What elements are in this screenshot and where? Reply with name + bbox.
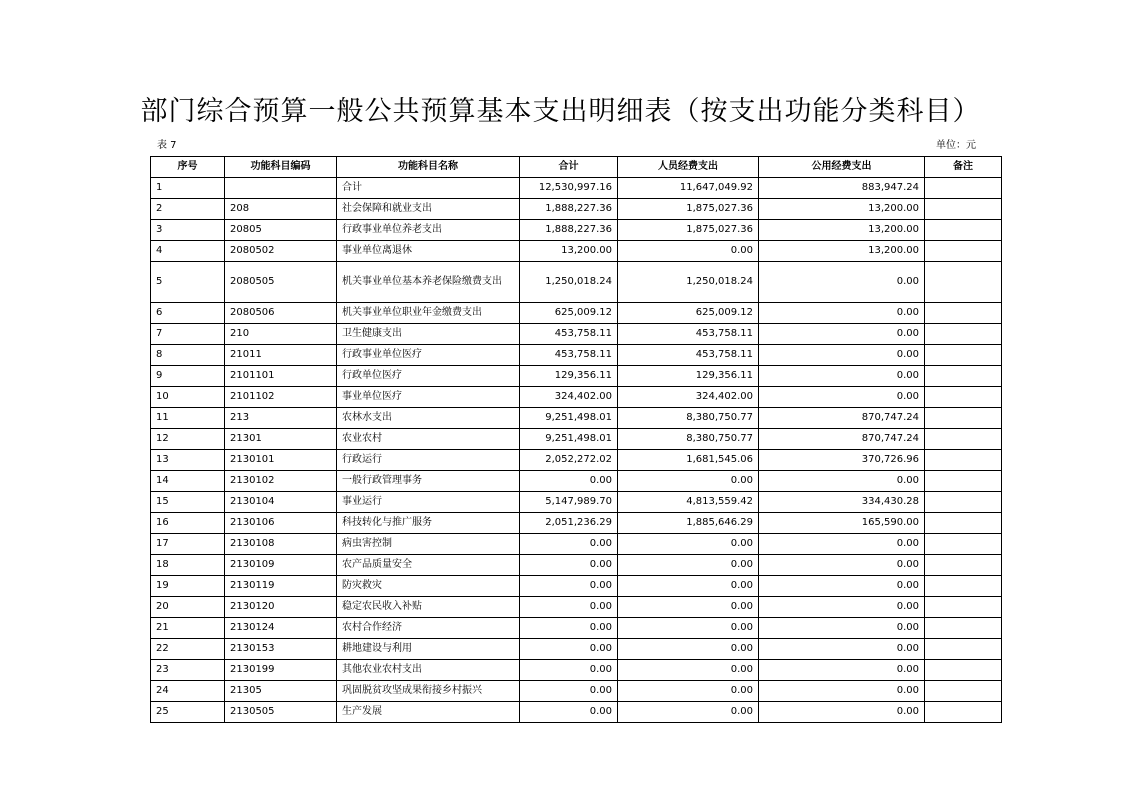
row-remark bbox=[925, 324, 1002, 345]
row-personnel: 453,758.11 bbox=[618, 345, 759, 366]
table-row bbox=[151, 199, 1002, 220]
table-row bbox=[151, 576, 1002, 597]
row-name: 生产发展 bbox=[337, 702, 520, 723]
row-total: 0.00 bbox=[520, 534, 618, 555]
row-name: 稳定农民收入补贴 bbox=[337, 597, 520, 618]
row-name: 事业运行 bbox=[337, 492, 520, 513]
row-personnel: 1,681,545.06 bbox=[618, 450, 759, 471]
header-seq: 序号 bbox=[151, 157, 225, 178]
table-row bbox=[151, 387, 1002, 408]
row-code: 21011 bbox=[225, 345, 337, 366]
row-public: 13,200.00 bbox=[759, 199, 925, 220]
row-public: 0.00 bbox=[759, 681, 925, 702]
row-total: 12,530,997.16 bbox=[520, 178, 618, 199]
row-personnel: 0.00 bbox=[618, 576, 759, 597]
row-remark bbox=[925, 262, 1002, 303]
row-seq: 21 bbox=[151, 618, 225, 639]
row-seq: 16 bbox=[151, 513, 225, 534]
row-remark bbox=[925, 241, 1002, 262]
table-row bbox=[151, 408, 1002, 429]
row-total: 2,051,236.29 bbox=[520, 513, 618, 534]
table-row bbox=[151, 534, 1002, 555]
row-name: 防灾救灾 bbox=[337, 576, 520, 597]
row-code: 2130199 bbox=[225, 660, 337, 681]
row-seq: 8 bbox=[151, 345, 225, 366]
row-total: 0.00 bbox=[520, 681, 618, 702]
row-seq: 14 bbox=[151, 471, 225, 492]
row-name: 行政事业单位医疗 bbox=[337, 345, 520, 366]
row-public: 0.00 bbox=[759, 303, 925, 324]
row-public: 0.00 bbox=[759, 702, 925, 723]
header-row bbox=[151, 157, 1002, 178]
row-code: 2130120 bbox=[225, 597, 337, 618]
row-public: 13,200.00 bbox=[759, 220, 925, 241]
row-name: 卫生健康支出 bbox=[337, 324, 520, 345]
row-total: 1,888,227.36 bbox=[520, 199, 618, 220]
row-personnel: 453,758.11 bbox=[618, 324, 759, 345]
row-remark bbox=[925, 660, 1002, 681]
row-code: 21301 bbox=[225, 429, 337, 450]
budget-table bbox=[150, 156, 1002, 723]
row-total: 1,250,018.24 bbox=[520, 262, 618, 303]
row-total: 0.00 bbox=[520, 471, 618, 492]
header-name: 功能科目名称 bbox=[337, 157, 520, 178]
row-personnel: 0.00 bbox=[618, 597, 759, 618]
row-code: 2130108 bbox=[225, 534, 337, 555]
row-personnel: 129,356.11 bbox=[618, 366, 759, 387]
row-personnel: 0.00 bbox=[618, 555, 759, 576]
row-remark bbox=[925, 618, 1002, 639]
row-personnel: 0.00 bbox=[618, 241, 759, 262]
row-name: 机关事业单位职业年金缴费支出 bbox=[337, 303, 520, 324]
row-seq: 15 bbox=[151, 492, 225, 513]
row-name: 耕地建设与利用 bbox=[337, 639, 520, 660]
row-remark bbox=[925, 345, 1002, 366]
row-seq: 22 bbox=[151, 639, 225, 660]
row-total: 0.00 bbox=[520, 555, 618, 576]
row-total: 0.00 bbox=[520, 576, 618, 597]
row-seq: 12 bbox=[151, 429, 225, 450]
header-remark: 备注 bbox=[925, 157, 1002, 178]
row-total: 5,147,989.70 bbox=[520, 492, 618, 513]
row-personnel: 11,647,049.92 bbox=[618, 178, 759, 199]
row-remark bbox=[925, 513, 1002, 534]
table-number: 表 7 bbox=[157, 140, 177, 151]
row-seq: 19 bbox=[151, 576, 225, 597]
row-remark bbox=[925, 366, 1002, 387]
row-personnel: 625,009.12 bbox=[618, 303, 759, 324]
row-name: 事业单位离退休 bbox=[337, 241, 520, 262]
row-total: 453,758.11 bbox=[520, 324, 618, 345]
row-remark bbox=[925, 555, 1002, 576]
row-code: 213 bbox=[225, 408, 337, 429]
row-public: 334,430.28 bbox=[759, 492, 925, 513]
row-public: 0.00 bbox=[759, 345, 925, 366]
table-row bbox=[151, 220, 1002, 241]
row-code: 210 bbox=[225, 324, 337, 345]
row-personnel: 1,875,027.36 bbox=[618, 220, 759, 241]
unit-label: 单位：元 bbox=[936, 140, 976, 151]
row-name: 合计 bbox=[337, 178, 520, 199]
row-personnel: 0.00 bbox=[618, 639, 759, 660]
row-seq: 10 bbox=[151, 387, 225, 408]
row-public: 0.00 bbox=[759, 597, 925, 618]
table-row bbox=[151, 681, 1002, 702]
row-name: 农村合作经济 bbox=[337, 618, 520, 639]
row-code: 2101102 bbox=[225, 387, 337, 408]
header-code: 功能科目编码 bbox=[225, 157, 337, 178]
row-public: 0.00 bbox=[759, 576, 925, 597]
table-row bbox=[151, 618, 1002, 639]
row-code: 2130109 bbox=[225, 555, 337, 576]
row-personnel: 0.00 bbox=[618, 660, 759, 681]
row-remark bbox=[925, 681, 1002, 702]
row-code: 2130106 bbox=[225, 513, 337, 534]
row-public: 0.00 bbox=[759, 471, 925, 492]
row-personnel: 0.00 bbox=[618, 702, 759, 723]
row-name: 其他农业农村支出 bbox=[337, 660, 520, 681]
row-remark bbox=[925, 408, 1002, 429]
row-seq: 5 bbox=[151, 262, 225, 303]
header-total: 合计 bbox=[520, 157, 618, 178]
table-row bbox=[151, 492, 1002, 513]
row-name: 一般行政管理事务 bbox=[337, 471, 520, 492]
row-name: 行政事业单位养老支出 bbox=[337, 220, 520, 241]
row-name: 机关事业单位基本养老保险缴费支出 bbox=[337, 262, 520, 303]
row-total: 129,356.11 bbox=[520, 366, 618, 387]
row-total: 0.00 bbox=[520, 702, 618, 723]
row-seq: 18 bbox=[151, 555, 225, 576]
row-public: 13,200.00 bbox=[759, 241, 925, 262]
row-seq: 24 bbox=[151, 681, 225, 702]
row-remark bbox=[925, 534, 1002, 555]
row-code: 21305 bbox=[225, 681, 337, 702]
row-public: 870,747.24 bbox=[759, 408, 925, 429]
row-public: 0.00 bbox=[759, 262, 925, 303]
table-row bbox=[151, 660, 1002, 681]
row-total: 324,402.00 bbox=[520, 387, 618, 408]
table-row bbox=[151, 366, 1002, 387]
row-seq: 3 bbox=[151, 220, 225, 241]
row-total: 0.00 bbox=[520, 639, 618, 660]
row-code: 2130505 bbox=[225, 702, 337, 723]
row-public: 0.00 bbox=[759, 366, 925, 387]
row-name: 巩固脱贫攻坚成果衔接乡村振兴 bbox=[337, 681, 520, 702]
row-remark bbox=[925, 387, 1002, 408]
row-remark bbox=[925, 199, 1002, 220]
row-personnel: 324,402.00 bbox=[618, 387, 759, 408]
row-seq: 13 bbox=[151, 450, 225, 471]
row-remark bbox=[925, 492, 1002, 513]
row-total: 0.00 bbox=[520, 618, 618, 639]
row-seq: 11 bbox=[151, 408, 225, 429]
row-personnel: 8,380,750.77 bbox=[618, 429, 759, 450]
row-public: 0.00 bbox=[759, 555, 925, 576]
row-total: 1,888,227.36 bbox=[520, 220, 618, 241]
row-seq: 17 bbox=[151, 534, 225, 555]
table-row bbox=[151, 555, 1002, 576]
row-total: 2,052,272.02 bbox=[520, 450, 618, 471]
row-remark bbox=[925, 576, 1002, 597]
row-name: 科技转化与推广服务 bbox=[337, 513, 520, 534]
row-code: 2080505 bbox=[225, 262, 337, 303]
row-code: 2080502 bbox=[225, 241, 337, 262]
row-code: 208 bbox=[225, 199, 337, 220]
row-code: 2130102 bbox=[225, 471, 337, 492]
row-name: 行政单位医疗 bbox=[337, 366, 520, 387]
table-row bbox=[151, 178, 1002, 199]
row-code: 20805 bbox=[225, 220, 337, 241]
page-title: 部门综合预算一般公共预算基本支出明细表（按支出功能分类科目） bbox=[140, 96, 981, 127]
row-remark bbox=[925, 429, 1002, 450]
table-row bbox=[151, 639, 1002, 660]
row-seq: 25 bbox=[151, 702, 225, 723]
row-name: 行政运行 bbox=[337, 450, 520, 471]
row-personnel: 0.00 bbox=[618, 681, 759, 702]
row-public: 165,590.00 bbox=[759, 513, 925, 534]
row-personnel: 4,813,559.42 bbox=[618, 492, 759, 513]
row-remark bbox=[925, 450, 1002, 471]
row-total: 453,758.11 bbox=[520, 345, 618, 366]
row-total: 0.00 bbox=[520, 660, 618, 681]
row-seq: 1 bbox=[151, 178, 225, 199]
row-remark bbox=[925, 597, 1002, 618]
row-remark bbox=[925, 471, 1002, 492]
table-row bbox=[151, 241, 1002, 262]
table-row bbox=[151, 702, 1002, 723]
table-row bbox=[151, 450, 1002, 471]
row-total: 9,251,498.01 bbox=[520, 408, 618, 429]
row-public: 883,947.24 bbox=[759, 178, 925, 199]
row-name: 事业单位医疗 bbox=[337, 387, 520, 408]
row-personnel: 8,380,750.77 bbox=[618, 408, 759, 429]
table-row bbox=[151, 303, 1002, 324]
row-personnel: 0.00 bbox=[618, 471, 759, 492]
table-row bbox=[151, 597, 1002, 618]
row-public: 0.00 bbox=[759, 639, 925, 660]
row-seq: 2 bbox=[151, 199, 225, 220]
row-total: 625,009.12 bbox=[520, 303, 618, 324]
row-total: 13,200.00 bbox=[520, 241, 618, 262]
row-total: 0.00 bbox=[520, 597, 618, 618]
row-public: 370,726.96 bbox=[759, 450, 925, 471]
row-public: 0.00 bbox=[759, 660, 925, 681]
row-total: 9,251,498.01 bbox=[520, 429, 618, 450]
table-row bbox=[151, 513, 1002, 534]
row-name: 社会保障和就业支出 bbox=[337, 199, 520, 220]
row-personnel: 0.00 bbox=[618, 534, 759, 555]
row-name: 农林水支出 bbox=[337, 408, 520, 429]
row-seq: 9 bbox=[151, 366, 225, 387]
row-name: 病虫害控制 bbox=[337, 534, 520, 555]
row-personnel: 0.00 bbox=[618, 618, 759, 639]
row-remark bbox=[925, 178, 1002, 199]
row-public: 870,747.24 bbox=[759, 429, 925, 450]
row-name: 农业农村 bbox=[337, 429, 520, 450]
row-remark bbox=[925, 303, 1002, 324]
row-seq: 4 bbox=[151, 241, 225, 262]
table-row bbox=[151, 429, 1002, 450]
row-code: 2101101 bbox=[225, 366, 337, 387]
row-code: 2130153 bbox=[225, 639, 337, 660]
row-code: 2130124 bbox=[225, 618, 337, 639]
row-seq: 7 bbox=[151, 324, 225, 345]
row-remark bbox=[925, 702, 1002, 723]
table-row bbox=[151, 345, 1002, 366]
table-row bbox=[151, 262, 1002, 303]
row-code: 2130104 bbox=[225, 492, 337, 513]
row-personnel: 1,250,018.24 bbox=[618, 262, 759, 303]
row-public: 0.00 bbox=[759, 324, 925, 345]
row-personnel: 1,875,027.36 bbox=[618, 199, 759, 220]
row-public: 0.00 bbox=[759, 618, 925, 639]
row-seq: 6 bbox=[151, 303, 225, 324]
row-name: 农产品质量安全 bbox=[337, 555, 520, 576]
table-row bbox=[151, 471, 1002, 492]
header-public: 公用经费支出 bbox=[759, 157, 925, 178]
row-code: 2080506 bbox=[225, 303, 337, 324]
row-seq: 20 bbox=[151, 597, 225, 618]
row-seq: 23 bbox=[151, 660, 225, 681]
row-remark bbox=[925, 220, 1002, 241]
header-personnel: 人员经费支出 bbox=[618, 157, 759, 178]
row-personnel: 1,885,646.29 bbox=[618, 513, 759, 534]
row-code bbox=[225, 178, 337, 199]
row-remark bbox=[925, 639, 1002, 660]
row-public: 0.00 bbox=[759, 387, 925, 408]
row-code: 2130119 bbox=[225, 576, 337, 597]
row-code: 2130101 bbox=[225, 450, 337, 471]
table-row bbox=[151, 324, 1002, 345]
table-body bbox=[151, 178, 1002, 723]
row-public: 0.00 bbox=[759, 534, 925, 555]
